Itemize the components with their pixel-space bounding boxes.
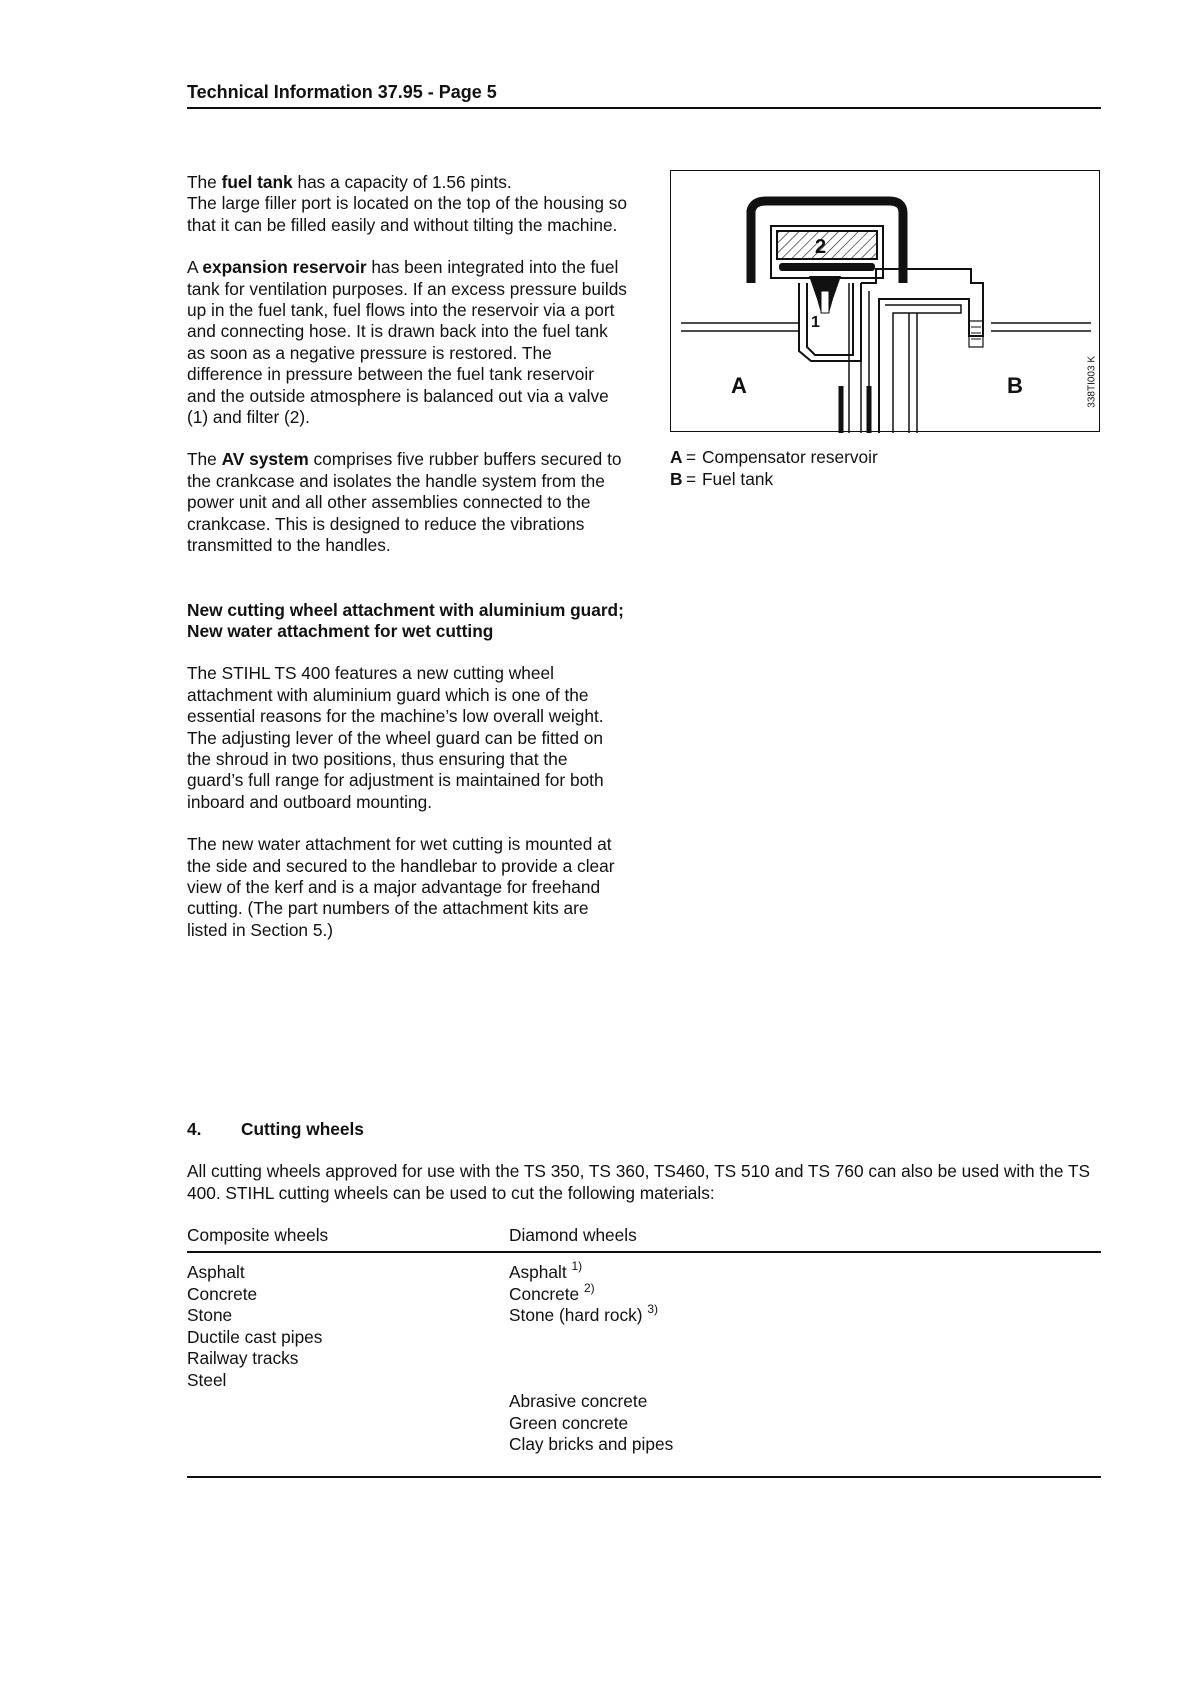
bold-term: expansion reservoir xyxy=(202,257,367,278)
legend-key: B xyxy=(670,468,683,489)
text-run: The xyxy=(187,449,222,470)
table-cell: Stone xyxy=(187,1305,233,1325)
label-b: B xyxy=(1007,373,1023,398)
legend-row xyxy=(670,447,878,469)
heading-line: New cutting wheel attachment with aluminium guard; xyxy=(187,599,624,620)
subsection-heading xyxy=(187,600,627,643)
section-intro: All cutting wheels approved for use with the TS 350, TS 360, TS460, TS 510 and TS 760 can also be used with the TS 400. STIHL cutting wheels can be used to cut the following materials: xyxy=(187,1161,1091,1203)
water-attachment-paragraph: The new water attachment for wet cutting is mounted at the side and secured to the handlebar to provide a clear view of the kerf and is a major advantage for freehand cutting. (The part numbers of the attachment kits are listed in Section 5.) xyxy=(187,834,615,940)
filter-element xyxy=(777,231,877,259)
text-run: The xyxy=(187,172,222,192)
text-run: A xyxy=(187,257,203,278)
figure-code: 338TI003 K xyxy=(1087,356,1098,408)
table-body xyxy=(187,1253,1101,1478)
legend-text: Fuel tank xyxy=(702,468,774,489)
cell-text: Concrete xyxy=(509,1283,580,1304)
text-run: comprises five rubber buffers secured to the crankcase and isolates the handle system from the power unit and all other assemblies connected to the crankcase. This is designed to reduce the vibrations transmitted to the handles. xyxy=(187,449,622,556)
section-number: 4. xyxy=(187,1119,202,1139)
bold-term: AV system xyxy=(221,449,309,470)
section-heading xyxy=(187,1119,364,1140)
label-1: 1 xyxy=(811,314,820,331)
expansion-reservoir-diagram xyxy=(670,170,1100,432)
table-cell: Steel xyxy=(187,1369,227,1390)
cell-text: Asphalt xyxy=(509,1262,567,1282)
footnote-marker: 3) xyxy=(647,1302,658,1316)
fuel-tank-paragraph xyxy=(187,172,627,236)
table-cell xyxy=(509,1259,583,1284)
table-cell: Railway tracks xyxy=(187,1348,299,1368)
legend-key: A xyxy=(670,447,683,467)
table-cell: Green concrete xyxy=(509,1412,629,1433)
footnote-marker: 2) xyxy=(583,1280,595,1295)
column-header: Diamond wheels xyxy=(509,1225,637,1245)
text-run: has been integrated into the fuel tank for ventilation purposes. If an excess pressure builds up in the fuel tank, fuel flows into the reservoir via a port and connecting hose. It is drawn back into the fuel tank as soon as a negative pressure is restored. The difference in pressure between the fuel tank reservoir and the outside atmosphere is balanced out via a valve (1) and filter (2). xyxy=(187,257,627,428)
table-cell: Asphalt xyxy=(187,1262,245,1282)
cutting-wheel-attachment-paragraph: The STIHL TS 400 features a new cutting wheel attachment with aluminium guard which is one of the essential reasons for the machine’s low overall weight. The adjusting lever of the wheel guard can be fitted on the shroud in two positions, thus ensuring that the guard’s full range for adjustment is maintained for both inboard and outboard mounting. xyxy=(187,663,604,812)
expansion-reservoir-paragraph xyxy=(187,257,627,428)
table-cell: Ductile cast pipes xyxy=(187,1326,323,1347)
diagram-drawing xyxy=(671,171,1101,433)
section-title: Cutting wheels xyxy=(241,1119,364,1139)
footnote-marker: 1) xyxy=(571,1259,583,1273)
legend-text: Compensator reservoir xyxy=(702,447,878,467)
heading-line: New water attachment for wet cutting xyxy=(187,620,494,641)
table-header xyxy=(187,1223,1101,1253)
table-cell xyxy=(509,1302,658,1327)
left-column xyxy=(187,172,627,941)
text-run: The large filler port is located on the top of the housing so that it can be filled easily and without tilting the machine. xyxy=(187,193,627,235)
table-cell: Concrete xyxy=(187,1283,258,1304)
materials-table xyxy=(187,1223,1101,1478)
label-2: 2 xyxy=(815,236,827,258)
table-cell: Clay bricks and pipes xyxy=(509,1434,674,1454)
table-cell: Abrasive concrete xyxy=(509,1391,648,1411)
figure-legend xyxy=(670,447,878,490)
legend-equals: = xyxy=(686,468,697,489)
page-header: Technical Information 37.95 - Page 5 xyxy=(187,82,1101,109)
text-run: has a capacity of 1.56 pints. xyxy=(292,172,512,192)
column-header: Composite wheels xyxy=(187,1225,329,1245)
bold-term: fuel tank xyxy=(221,172,293,192)
av-system-paragraph xyxy=(187,449,627,556)
legend-row xyxy=(670,469,878,491)
cell-text: Stone (hard rock) xyxy=(509,1305,643,1325)
table-cell xyxy=(509,1280,595,1306)
legend-equals: = xyxy=(686,447,697,467)
label-a: A xyxy=(731,373,747,398)
